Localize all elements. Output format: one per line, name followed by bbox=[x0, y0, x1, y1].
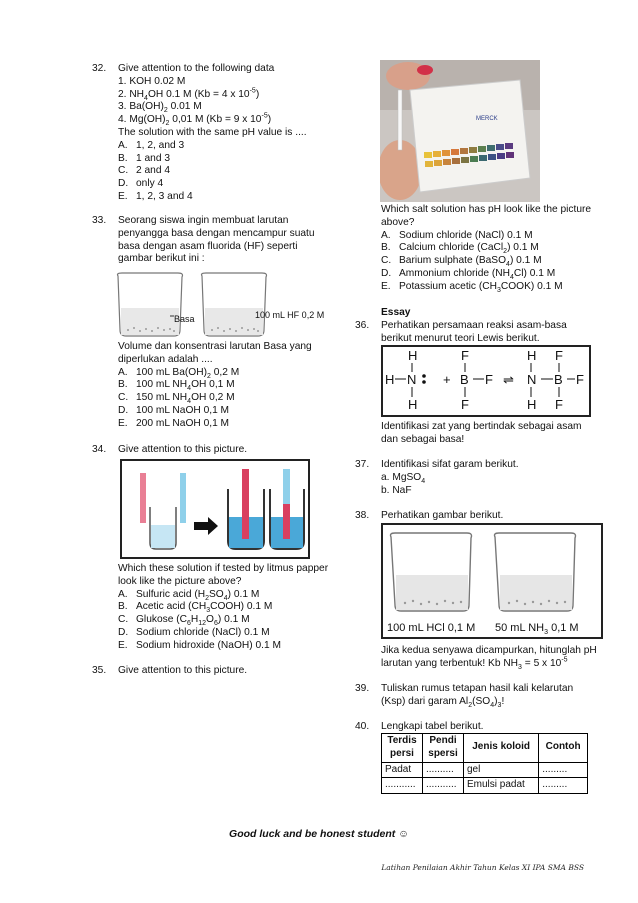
table-row bbox=[382, 762, 588, 778]
q34-stem-2: look like the picture above? bbox=[118, 575, 242, 587]
question-number: 34. bbox=[92, 444, 107, 455]
q36-text-1: Perhatikan persamaan reaksi asam-basa bbox=[381, 320, 567, 331]
table-cell[interactable]: ......... bbox=[539, 762, 588, 778]
atom-f: F bbox=[576, 372, 584, 387]
q32-item-2: 2. $NH_4OH$ 0.1 M (Kb = 4 x $10^{-5}$) bbox=[118, 87, 260, 102]
atom-b: B bbox=[460, 372, 469, 387]
strip-brand: MERCK bbox=[476, 116, 498, 122]
option-c[interactable]: C. Barium sulphate (BaSO$_4$) 0.1 M bbox=[381, 255, 542, 269]
table-cell[interactable]: ........... bbox=[382, 778, 423, 794]
option-e[interactable]: E. 1, 2, 3 and 4 bbox=[118, 190, 193, 202]
footer-message: Good luck and be honest student ☺ bbox=[229, 828, 409, 840]
q38-task-2: larutan yang terbentuk! Kb $NH_3 = 5$ x $10^{-5}$ bbox=[381, 656, 568, 671]
atom-h: H bbox=[527, 397, 537, 412]
q33-text-1: Seorang siswa ingin membuat larutan bbox=[118, 215, 289, 226]
q35-stem-2: above? bbox=[381, 216, 415, 228]
q36-task-2: dan sebagai basa! bbox=[381, 433, 465, 445]
q38-text: Perhatikan gambar berikut. bbox=[381, 510, 504, 521]
table-cell[interactable]: ........... bbox=[423, 778, 464, 794]
option-b[interactable]: B. Calcium chloride (CaCl$_2$) 0.1 M bbox=[381, 242, 539, 256]
option-a[interactable]: A. 100 mL $Ba(OH)_2$ 0,2 M bbox=[118, 366, 240, 380]
atom-n: N bbox=[527, 372, 537, 387]
beaker-label-hf: 100 mL HF 0,2 M bbox=[255, 310, 325, 320]
table-cell[interactable]: ......... bbox=[539, 778, 588, 794]
q37-text: Identifikasi sifat garam berikut. bbox=[381, 459, 519, 470]
plus-sign: + bbox=[443, 372, 451, 387]
table-cell: gel bbox=[464, 762, 539, 778]
option-c[interactable]: C. 2 and 4 bbox=[118, 165, 170, 177]
beaker-label-nh3: 50 mL $NH_3$ 0,1 M bbox=[495, 622, 579, 636]
litmus-test-image bbox=[120, 459, 310, 559]
question-number: 40. bbox=[355, 721, 370, 732]
question-number: 37. bbox=[355, 459, 370, 470]
question-number: 39. bbox=[355, 683, 370, 694]
ph-indicator-photo bbox=[380, 60, 540, 202]
option-a[interactable]: A. 1, 2, and 3 bbox=[118, 139, 185, 151]
beakers-hcl-nh3-image bbox=[381, 523, 603, 639]
option-c[interactable]: C. 150 mL $NH_4OH$ 0,2 M bbox=[118, 392, 235, 406]
q36-task-1: Identifikasi zat yang bertindak sebagai asam bbox=[381, 421, 582, 432]
page-credit: Latihan Penilaian Akhir Tahun Kelas XI IPA SMA BSS bbox=[381, 863, 584, 872]
q36-text-2: berikut menurut teori Lewis berikut. bbox=[381, 332, 540, 344]
q32-stem: The solution with the same pH value is .... bbox=[118, 126, 307, 138]
atom-f: F bbox=[555, 397, 563, 412]
q35-stem-1: Which salt solution has pH look like the picture bbox=[381, 204, 592, 215]
atom-b: B bbox=[554, 372, 563, 387]
beaker-label-basa: Basa bbox=[174, 314, 195, 324]
q33-text-4: gambar berikut ini : bbox=[118, 253, 205, 265]
question-number: 35. bbox=[92, 665, 107, 676]
q33-text-3: basa dengan asam fluorida (HF) seperti bbox=[118, 240, 298, 252]
q38-task-1: Jika kedua senyawa dicampurkan, hitunglah pH bbox=[381, 645, 597, 656]
q37-item-a: a. MgSO$_4$ bbox=[381, 471, 426, 485]
q34-text: Give attention to this picture. bbox=[118, 444, 248, 455]
atom-f: F bbox=[485, 372, 493, 387]
section-heading-essay: Essay bbox=[381, 307, 411, 318]
question-number: 38. bbox=[355, 510, 370, 521]
atom-f: F bbox=[555, 348, 563, 363]
table-header-row bbox=[382, 734, 588, 763]
table-header: Terdis persi bbox=[382, 734, 423, 763]
atom-f: F bbox=[461, 397, 469, 412]
option-e[interactable]: E. Sodium hidroxide (NaOH) 0.1 M bbox=[118, 639, 281, 651]
q32-intro: Give attention to the following data bbox=[118, 63, 275, 74]
option-d[interactable]: D. Ammonium chloride $(NH_4Cl)$ 0.1 M bbox=[381, 267, 556, 282]
option-d[interactable]: D. Sodium chloride (NaCl) 0.1 M bbox=[118, 626, 270, 638]
q32-item-4: 4. $Mg(OH)_2$ 0,01 M (Kb = 9 x $10^{-5}$) bbox=[118, 112, 272, 128]
beaker-label-hcl: 100 mL HCl 0,1 M bbox=[387, 622, 476, 634]
beakers-basa-hf-image bbox=[112, 270, 338, 340]
option-a[interactable]: A. Sodium chloride (NaCl) 0.1 M bbox=[381, 229, 533, 241]
option-d[interactable]: D. only 4 bbox=[118, 178, 164, 190]
table-cell: Emulsi padat bbox=[464, 778, 539, 794]
table-header: Contoh bbox=[539, 734, 588, 763]
q33-text-2: penyangga basa dengan mencampur suatu bbox=[118, 227, 315, 239]
q32-item-3: 3. $Ba(OH)_2$ 0.01 M bbox=[118, 101, 202, 115]
table-cell[interactable]: .......... bbox=[423, 762, 464, 778]
lewis-reaction-diagram bbox=[381, 345, 591, 417]
atom-f: F bbox=[461, 348, 469, 363]
option-b[interactable]: B. 100 mL $NH_4OH$ 0,1 M bbox=[118, 379, 235, 393]
atom-h: H bbox=[408, 348, 418, 363]
option-c[interactable]: C. Glukose $(C_6H_{12}O_6)$ 0.1 M bbox=[118, 614, 250, 628]
option-a[interactable]: A. Sulfuric acid $(H_2SO_4)$ 0.1 M bbox=[118, 588, 260, 602]
table-header: Jenis koloid bbox=[464, 734, 539, 763]
atom-h: H bbox=[385, 372, 395, 387]
option-e[interactable]: E. 200 mL NaOH 0,1 M bbox=[118, 417, 230, 429]
q39-text-2: (Ksp) dari garam $Al_2(SO_4)_3$! bbox=[381, 695, 505, 709]
question-number: 32. bbox=[92, 63, 107, 74]
q34-stem-1: Which these solution if tested by litmus papper bbox=[118, 563, 329, 574]
q33-stem-1: Volume dan konsentrasi larutan Basa yang bbox=[118, 341, 312, 352]
q39-text-1: Tuliskan rumus tetapan hasil kali kelarutan bbox=[381, 683, 574, 694]
q32-item-1: 1. KOH 0.02 M bbox=[118, 75, 186, 87]
q35-text: Give attention to this picture. bbox=[118, 665, 248, 676]
option-d[interactable]: D. 100 mL NaOH 0,1 M bbox=[118, 404, 230, 416]
q40-text: Lengkapi tabel berikut. bbox=[381, 721, 484, 732]
option-e[interactable]: E. Potassium acetic $(CH_3COOK)$ 0.1 M bbox=[381, 280, 563, 294]
q37-item-b: b. NaF bbox=[381, 484, 412, 496]
atom-h: H bbox=[527, 348, 537, 363]
option-b[interactable]: B. 1 and 3 bbox=[118, 152, 170, 164]
option-b[interactable]: B. Acetic acid $(CH_3COOH)$ 0.1 M bbox=[118, 601, 273, 615]
question-number: 33. bbox=[92, 215, 107, 226]
atom-h: H bbox=[408, 397, 418, 412]
table-cell: Padat bbox=[382, 762, 423, 778]
equilibrium-arrow: ⇌ bbox=[503, 372, 514, 387]
question-number: 36. bbox=[355, 320, 370, 331]
q33-stem-2: diperlukan adalah .... bbox=[118, 353, 213, 365]
colloid-table bbox=[381, 733, 588, 794]
atom-n: N bbox=[407, 372, 417, 387]
table-header: Pendi spersi bbox=[423, 734, 464, 763]
table-row bbox=[382, 778, 588, 794]
